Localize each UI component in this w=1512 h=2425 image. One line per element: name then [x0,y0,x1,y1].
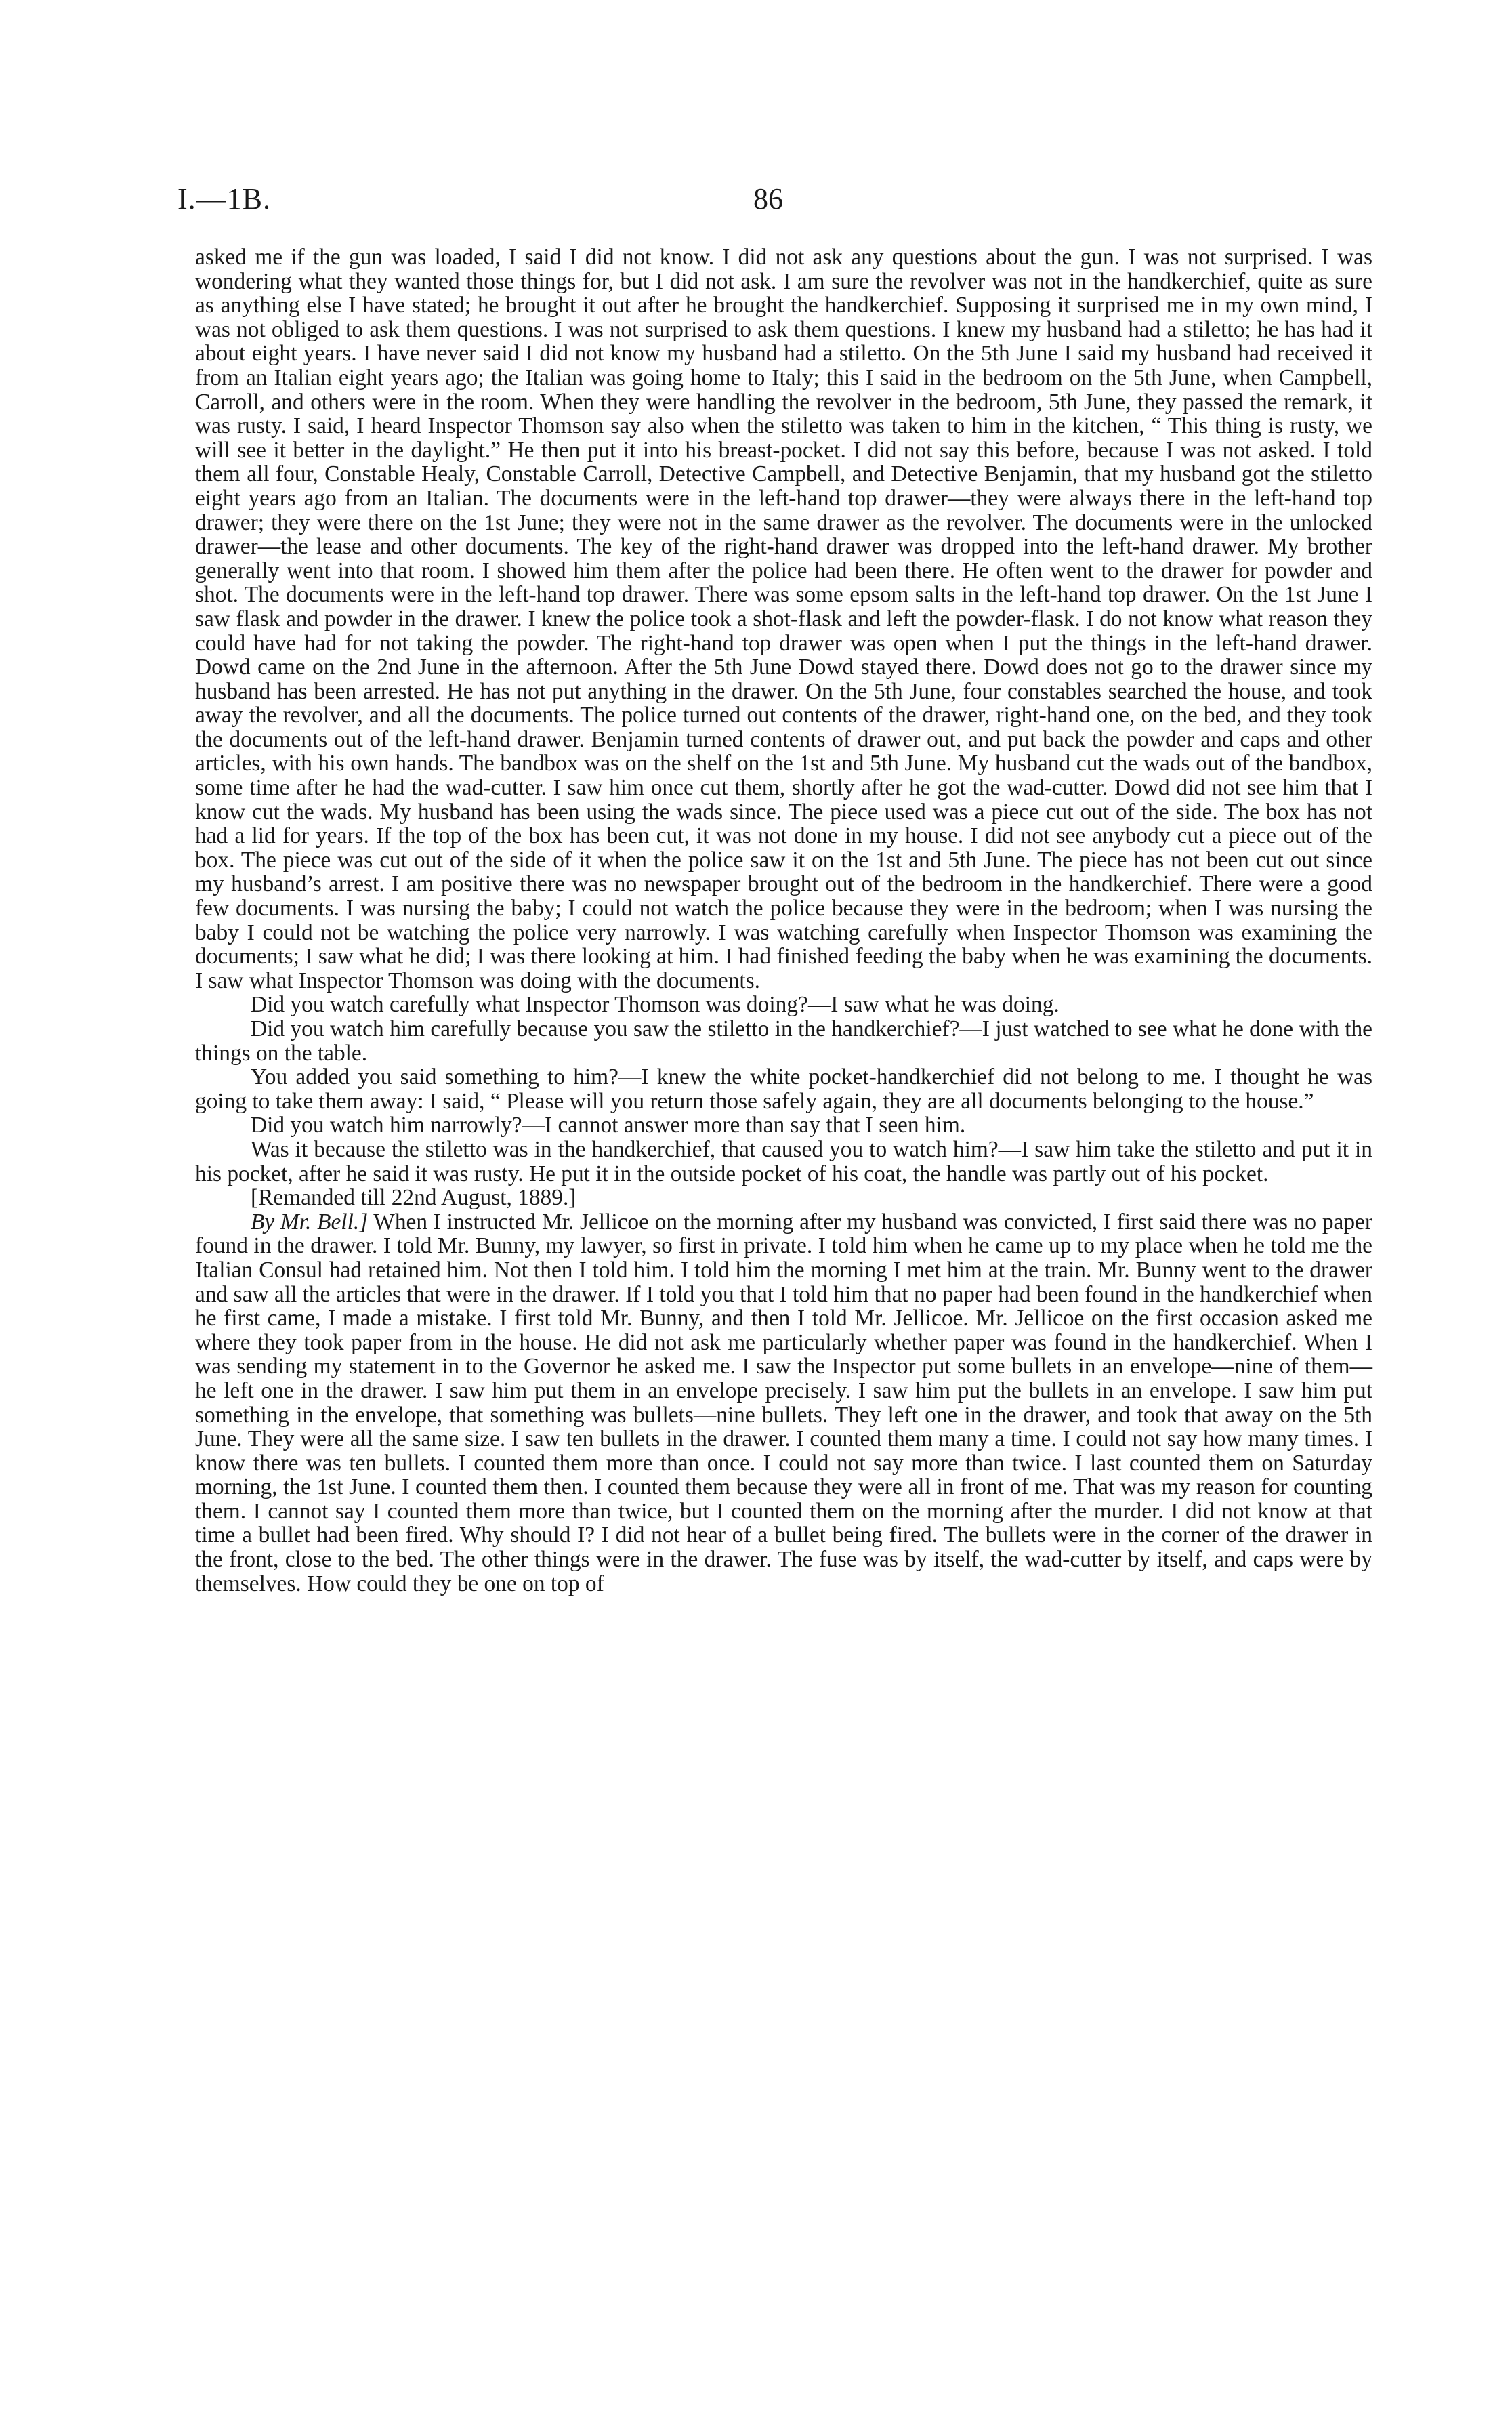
examiner-prefix: By Mr. Bell.] [251,1209,369,1235]
question-answer: You added you said something to him?—I knew the white pocket-handkerchief did not belong to me. I thought he was going to take them away: I said, “ Please will you return those safely again, they are all documents belonging to the house.” [195,1064,1372,1114]
question-answer: Did you watch him carefully because you saw the stiletto in the handkerchief?—I just watched to see what he done with the things on the table. [195,1016,1372,1066]
document-reference: I.—1B. [177,182,271,215]
question-answer: Did you watch him narrowly?—I cannot answer more than say that I seen him. [251,1113,966,1138]
remand-note: [Remanded till 22nd August, 1889.] [251,1185,576,1211]
paragraph-testimony: asked me if the gun was loaded, I said I did not know. I did not ask any questions about the gun. I was not surprised. I was wondering what they wanted those things for, but I did not ask. I am sure the revolver was not in the handkerchief, quite as sure as anything else I have stated; he brought it out after he brought the handkerchief. Supposing it surprised me in my own mind, I was not obliged to ask them questions. I was not surprised to ask them questions. I knew my husband had a stiletto; he has had it about eight years. I have never said I did not know my husband had a stiletto. On the 5th June I said my husband had received it from an Italian eight years ago; the Italian was going home to Italy; this I said in the bedroom on the 5th June, when Campbell, Carroll, and others were in the room. When they were handling the revolver in the bedroom, 5th June, they passed the remark, it was rusty. I said, I heard Inspector Thomson say also when the stiletto was taken to him in the kitchen, “ This thing is rusty, we will see it better in the daylight.” He then put it into his breast-pocket. I did not say this before, because I was not asked. I told them all four, Constable Healy, Constable Carroll, Detective Campbell, and Detective Benjamin, that my husband got the stiletto eight years ago from an Italian. The documents were in the left-hand top drawer—they were always there in the left-hand top drawer; they were there on the 1st June; they were not in the same drawer as the revolver. The documents were in the unlocked drawer—the lease and other documents. The key of the right-hand drawer was dropped into the left-hand drawer. My brother generally went into that room. I showed him them after the police had been there. He often went to the drawer for powder and shot. The documents were in the left-hand top drawer. There was some epsom salts in the left-hand top drawer. On the 1st June I saw flask and powder in the drawer. I knew the police took a shot-flask and left the powder-flask. I do not know what reason they could have had for not taking the powder. The right-hand top drawer was open when I put the things in the left-hand drawer. Dowd came on the 2nd June in the afternoon. After the 5th June Dowd stayed there. Dowd does not go to the drawer since my husband has been arrested. He has not put anything in the drawer. On the 5th June, four constables searched the house, and took away the revolver, and all the documents. The police turned out contents of the drawer, right-hand one, on the bed, and they took the documents out of the left-hand drawer. Benjamin turned contents of drawer out, and put back the powder and caps and other articles, with his own hands. The bandbox was on the shelf on the 1st and 5th June. My husband cut the wads out of the bandbox, some time after he had the wad-cutter. I saw him once cut them, shortly after he got the wad-cutter. Dowd did not see him that I know cut the wads. My husband has been using the wads since. The piece used was a piece cut out of the side. The box has not had a lid for years. If the top of the box has been cut, it was not done in my house. I did not see anybody cut a piece out of the box. The piece was cut out of the side of it when the police saw it on the 1st and 5th June. The piece has not been cut out since my husband’s arrest. I am positive there was no newspaper brought out of the bedroom in the handkerchief. There were a good few documents. I was nursing the baby; I could not watch the police because they were in the bedroom; when I was nursing the baby I could not be watching the police very narrowly. I was watching carefully when Inspector Thomson was examining the documents; I saw what he did; I was there looking at him. I had finished feeding the baby when he was examining the documents. I saw what Inspector Thomson was doing with the documents. [195,245,1372,993]
cross-examination-paragraph [195,1210,1372,1596]
cross-examination-text: When I instructed Mr. Jellicoe on the morning after my husband was convicted, I first said there was no paper found in the drawer. I told Mr. Bunny, my lawyer, so first in private. I told him when he came up to my place when he told me the Italian Consul had retained him. Not then I told him. I told him the morning I met him at the train. Mr. Bunny went to the drawer and saw all the articles that were in the drawer. If I told you that I told him that no paper had been found in the handkerchief when he first came, I made a mistake. I first told Mr. Bunny, and then I told Mr. Jellicoe. Mr. Jellicoe on the first occasion asked me where they took paper from in the house. He did not ask me particularly whether paper was found in the handkerchief. When I was sending my statement in to the Governor he asked me. I saw the Inspector put some bullets in an envelope—nine of them—he left one in the drawer. I saw him put them in an envelope precisely. I saw him put the bullets in an envelope. I saw him put something in the envelope, that something was bullets—nine bullets. They left one in the drawer, and took that away on the 5th June. They were all the same size. I saw ten bullets in the drawer. I counted them many a time. I could not say how many times. I know there was ten bullets. I counted them more than once. I could not say more than twice. I last counted them on Saturday morning, the 1st June. I counted them then. I counted them because they were all in front of me. That was my reason for counting them. I cannot say I counted them more than twice, but I counted them on the morning after the murder. I did not know at that time a bullet had been fired. Why should I? I did not hear of a bullet being fired. The bullets were in the corner of the drawer in the front, close to the bed. The other things were in the drawer. The fuse was by itself, the wad-cutter by itself, and caps were by themselves. How could they be one on top of [195,1209,1372,1596]
page-number: 86 [753,182,783,215]
question-answer: Did you watch carefully what Inspector Thomson was doing?—I saw what he was doing. [251,992,1059,1018]
document-body [195,245,1372,1596]
question-answer: Was it because the stiletto was in the handkerchief, that caused you to watch him?—I saw him take the stiletto and put it in his pocket, after he said it was rusty. He put it in the outside pocket of his coat, the handle was partly out of his pocket. [195,1136,1372,1186]
page-header [177,182,1370,222]
